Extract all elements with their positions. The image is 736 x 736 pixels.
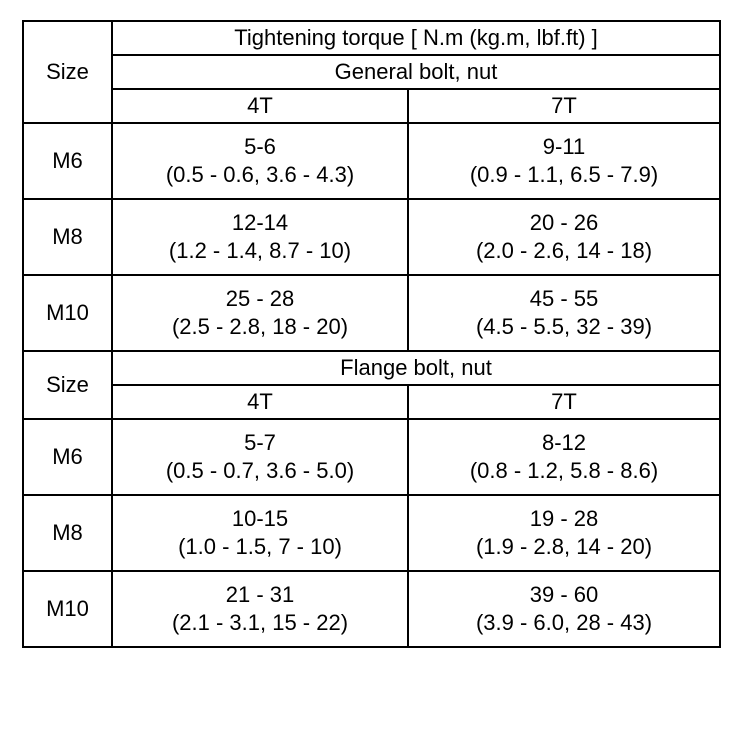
size-header: Size — [23, 21, 112, 123]
torque-conversion: (0.5 - 0.6, 3.6 - 4.3) — [165, 162, 355, 187]
table-row — [23, 495, 720, 571]
torque-conversion: (2.5 - 2.8, 18 - 20) — [171, 314, 349, 339]
table-row — [23, 419, 720, 495]
torque-7t-cell — [408, 495, 720, 571]
torque-conversion: (2.0 - 2.6, 14 - 18) — [475, 238, 653, 263]
torque-value: 9-11 — [542, 134, 586, 159]
flange-header-row-1 — [23, 351, 720, 385]
torque-7t-cell — [408, 419, 720, 495]
size-cell: M6 — [23, 419, 112, 495]
torque-conversion: (1.0 - 1.5, 7 - 10) — [178, 534, 342, 559]
torque-7t-cell — [408, 275, 720, 351]
size-cell: M8 — [23, 199, 112, 275]
torque-value: 19 - 28 — [529, 506, 599, 531]
general-header-row-1 — [23, 21, 720, 55]
flange-bolt-title: Flange bolt, nut — [112, 351, 720, 385]
torque-table — [22, 20, 721, 648]
size-cell: M6 — [23, 123, 112, 199]
torque-conversion: (4.5 - 5.5, 32 - 39) — [475, 314, 653, 339]
torque-conversion: (0.8 - 1.2, 5.8 - 8.6) — [469, 458, 659, 483]
torque-7t-cell — [408, 199, 720, 275]
torque-7t-cell — [408, 571, 720, 647]
table-row — [23, 571, 720, 647]
torque-value: 8-12 — [541, 430, 587, 455]
general-header-row-3 — [23, 89, 720, 123]
general-7t-header: 7T — [408, 89, 720, 123]
general-4t-header: 4T — [112, 89, 408, 123]
size-header: Size — [23, 351, 112, 419]
flange-4t-header: 4T — [112, 385, 408, 419]
torque-4t-cell — [112, 123, 408, 199]
torque-value: 21 - 31 — [225, 582, 295, 607]
torque-4t-cell — [112, 199, 408, 275]
table-row — [23, 275, 720, 351]
torque-conversion: (0.5 - 0.7, 3.6 - 5.0) — [165, 458, 355, 483]
flange-7t-header: 7T — [408, 385, 720, 419]
table-row — [23, 123, 720, 199]
torque-7t-cell — [408, 123, 720, 199]
torque-4t-cell — [112, 419, 408, 495]
torque-value: 25 - 28 — [225, 286, 295, 311]
torque-value: 5-7 — [244, 430, 276, 455]
torque-conversion: (1.2 - 1.4, 8.7 - 10) — [168, 238, 352, 263]
torque-header: Tightening torque [ N.m (kg.m, lbf.ft) ] — [112, 21, 720, 55]
torque-value: 10-15 — [231, 506, 289, 531]
torque-value: 12-14 — [231, 210, 289, 235]
size-cell: M8 — [23, 495, 112, 571]
size-cell: M10 — [23, 571, 112, 647]
torque-conversion: (0.9 - 1.1, 6.5 - 7.9) — [469, 162, 659, 187]
general-bolt-title: General bolt, nut — [112, 55, 720, 89]
torque-conversion: (3.9 - 6.0, 28 - 43) — [475, 610, 653, 635]
torque-conversion: (2.1 - 3.1, 15 - 22) — [171, 610, 349, 635]
torque-conversion: (1.9 - 2.8, 14 - 20) — [475, 534, 653, 559]
torque-4t-cell — [112, 571, 408, 647]
general-header-row-2 — [23, 55, 720, 89]
torque-4t-cell — [112, 495, 408, 571]
torque-value: 20 - 26 — [529, 210, 599, 235]
torque-value: 5-6 — [244, 134, 276, 159]
torque-value: 45 - 55 — [529, 286, 599, 311]
torque-value: 39 - 60 — [529, 582, 599, 607]
flange-header-row-2 — [23, 385, 720, 419]
size-cell: M10 — [23, 275, 112, 351]
table-row — [23, 199, 720, 275]
torque-4t-cell — [112, 275, 408, 351]
